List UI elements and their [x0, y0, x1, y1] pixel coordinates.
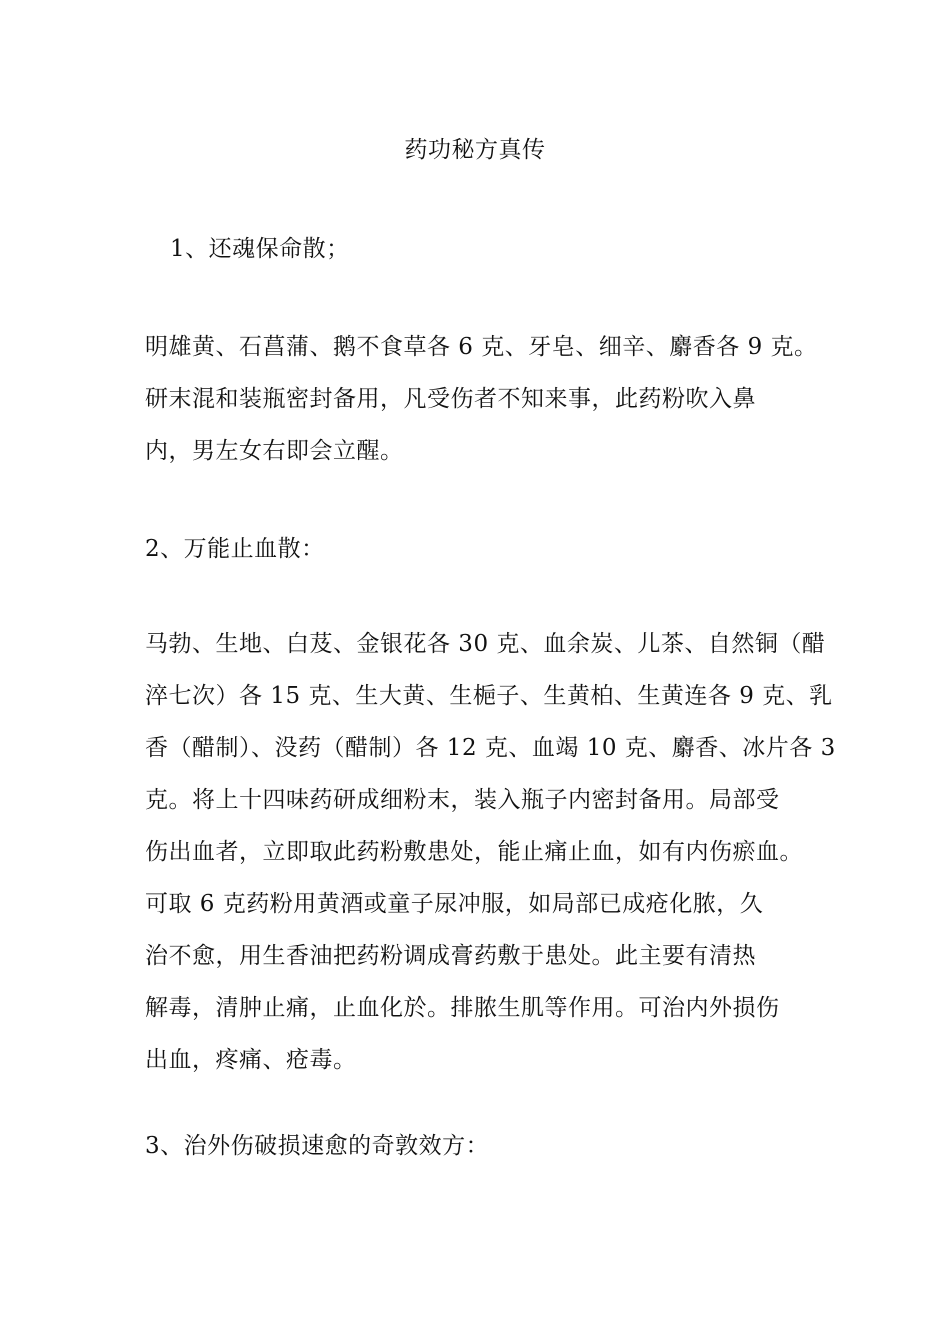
body-line: 马勃、生地、白芨、金银花各 30 克、血余炭、儿茶、自然铜（醋	[145, 631, 826, 657]
body-line: 可取 6 克药粉用黄酒或童子尿冲服，如局部已成疮化脓，久	[145, 891, 764, 917]
section-3-heading: 3、治外伤破损速愈的奇敦效方：	[145, 1133, 490, 1159]
body-line: 内，男左女右即会立醒。	[145, 438, 404, 464]
body-line: 淬七次）各 15 克、生大黄、生梔子、生黄柏、生黄连各 9 克、乳	[145, 683, 833, 709]
body-line: 研末混和装瓶密封备用，凡受伤者不知来事，此药粉吹入鼻	[145, 386, 756, 412]
document-title: 药功秘方真传	[404, 137, 546, 163]
section-2-heading: 2、万能止血散：	[145, 536, 325, 562]
section-1-body	[145, 330, 835, 486]
body-line: 明雄黄、石菖蒲、鹅不食草各 6 克、牙皂、细辛、麝香各 9 克。	[145, 334, 818, 360]
body-line: 治不愈，用生香油把药粉调成膏药敷于患处。此主要有清热	[145, 943, 756, 969]
body-line: 出血，疼痛、疮毒。	[145, 1047, 357, 1073]
body-line: 克。将上十四味药研成细粉末，装入瓶子内密封备用。局部受	[145, 787, 780, 813]
body-line: 伤出血者，立即取此药粉敷患处，能止痛止血，如有内伤瘀血。	[145, 839, 803, 865]
section-2-body	[145, 627, 835, 1095]
section-1-heading: 1、还魂保命散；	[170, 236, 350, 262]
body-line: 香（醋制）、没药（醋制）各 12 克、血竭 10 克、麝香、冰片各 3	[145, 735, 836, 761]
body-line: 解毒，清肿止痛，止血化於。排脓生肌等作用。可治内外损伤	[145, 995, 780, 1021]
